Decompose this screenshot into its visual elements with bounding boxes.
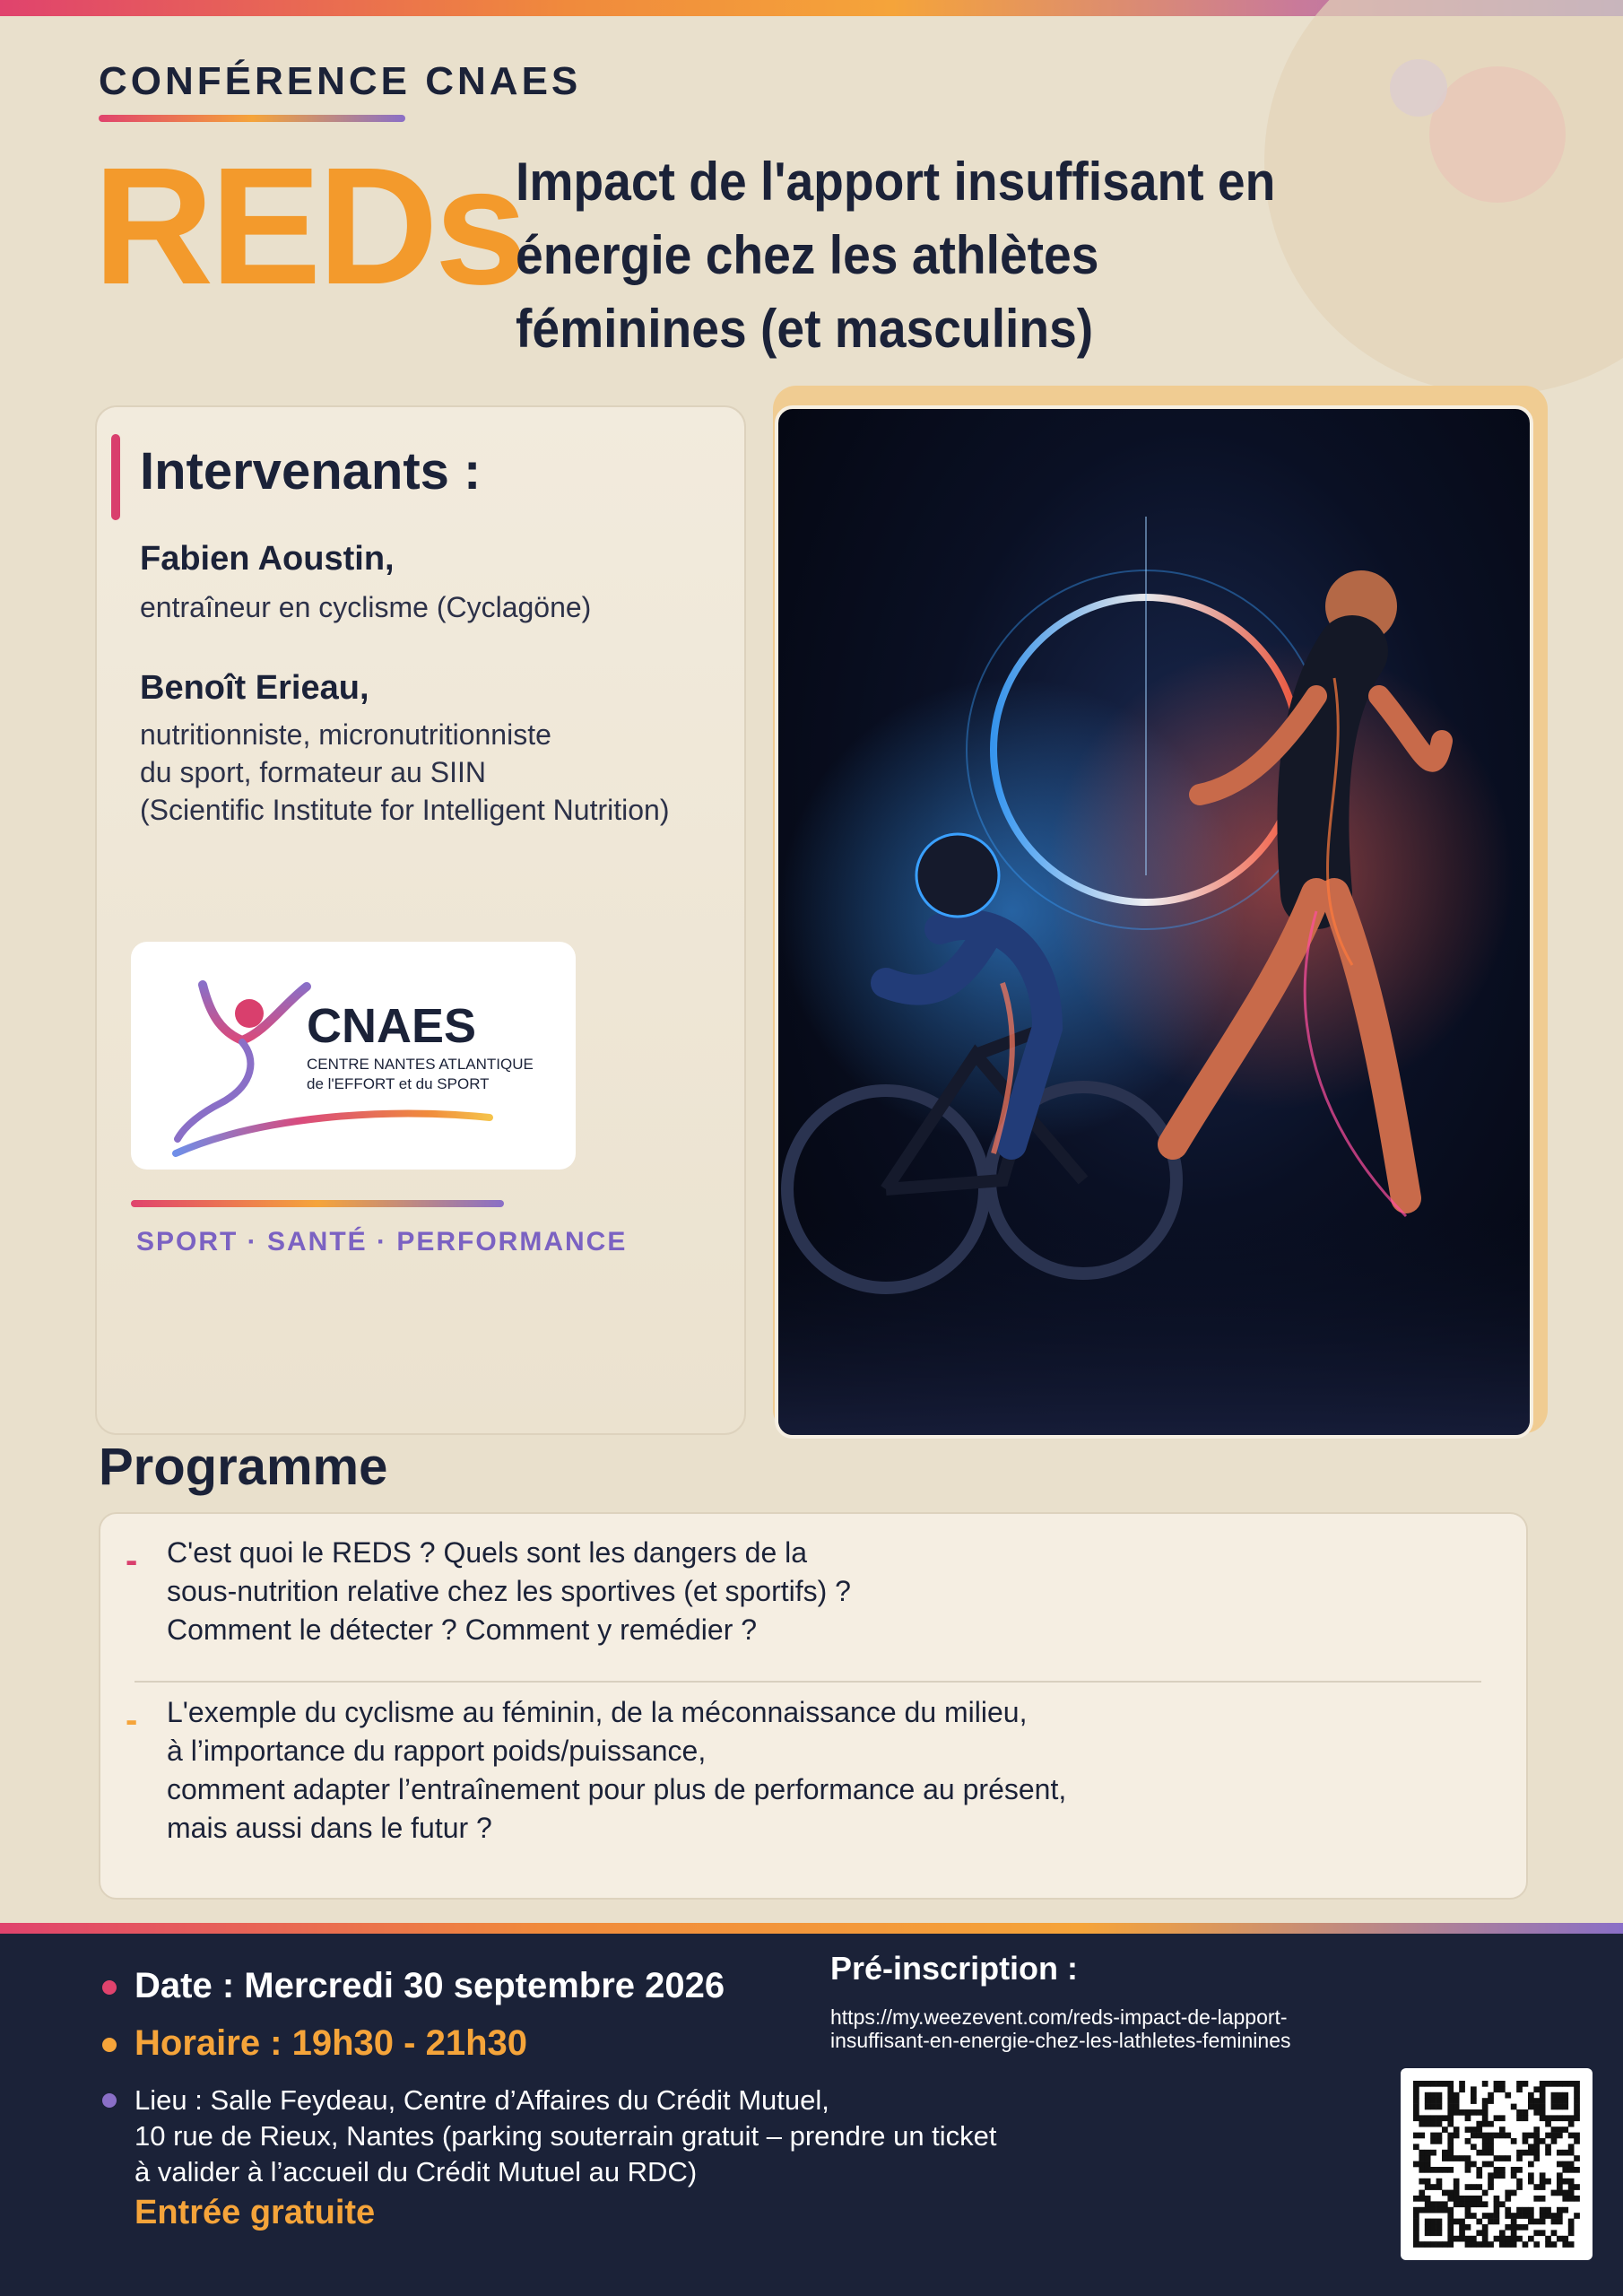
conference-label: CONFÉRENCE CNAES <box>99 59 582 103</box>
speaker-name: Benoît Erieau, <box>140 669 369 707</box>
tagline-underline <box>131 1200 504 1207</box>
acronym-title: REDs <box>93 134 525 319</box>
speaker-role: entraîneur en cyclisme (Cyclagöne) <box>140 591 592 623</box>
event-time: Horaire : 19h30 - 21h30 <box>135 2023 527 2063</box>
cnaes-logo-graphic <box>131 942 576 1170</box>
programme-heading: Programme <box>99 1438 388 1496</box>
bullet-dot <box>102 2038 117 2052</box>
qr-code-graphic <box>1401 2068 1593 2260</box>
footer-gradient-bar <box>0 1923 1623 1934</box>
event-date: Date : Mercredi 30 septembre 2026 <box>135 1966 725 2005</box>
cnaes-logo <box>131 942 576 1170</box>
bullet-dash: - <box>126 1700 138 1740</box>
decorative-circle <box>1429 66 1566 203</box>
preinscription-link[interactable]: https://my.weezevent.com/reds-impact-de-lapport- insuffisant-en-energie-chez-les-lathletes-feminines <box>830 2005 1291 2052</box>
programme-item: L'exemple du cyclisme au féminin, de la méconnaissance du milieu, à l’importance du rapport poids/puissance, comment adapter l’entraînement pour plus de performance au présent, mais aussi dans le futur ? <box>167 1696 1067 1844</box>
speakers-heading: Intervenants : <box>140 442 482 500</box>
decorative-circle-small <box>1390 59 1447 117</box>
preinscription-heading: Pré-inscription : <box>830 1950 1079 1987</box>
logo-line2: de l'EFFORT et du SPORT <box>307 1075 490 1092</box>
logo-line1: CENTRE NANTES ATLANTIQUE <box>307 1056 534 1073</box>
programme-item: C'est quoi le REDS ? Quels sont les dangers de la sous-nutrition relative chez les sportives (et sportifs) ? Comment le détecter ? Comment y remédier ? <box>167 1536 851 1646</box>
heading-accent-bar <box>111 434 120 520</box>
athletes-illustration <box>775 405 1533 1439</box>
qr-code[interactable] <box>1401 2068 1593 2260</box>
entry-free: Entrée gratuite <box>135 2194 376 2231</box>
bullet-dot <box>102 1980 117 1995</box>
tagline: SPORT · SANTÉ · PERFORMANCE <box>136 1227 628 1257</box>
page-title: Impact de l'apport insuffisant en énergie chez les athlètes féminines (et masculins) <box>516 152 1276 359</box>
bullet-dash: - <box>126 1541 138 1580</box>
conference-underline <box>99 115 405 122</box>
speaker-name: Fabien Aoustin, <box>140 540 395 578</box>
bullet-dot <box>102 2093 117 2108</box>
athletes-artwork <box>778 409 1530 1435</box>
programme-divider <box>135 1681 1481 1683</box>
speaker-role: nutritionniste, micronutritionniste du sport, formateur au SIIN (Scientific Institute for Intelligent Nutrition) <box>140 718 670 826</box>
logo-name: CNAES <box>307 999 477 1053</box>
event-location: Lieu : Salle Feydeau, Centre d’Affaires du Crédit Mutuel, 10 rue de Rieux, Nantes (parking souterrain gratuit – prendre un ticket à valider à l’accueil du Crédit Mutuel au RDC) <box>135 2084 997 2187</box>
